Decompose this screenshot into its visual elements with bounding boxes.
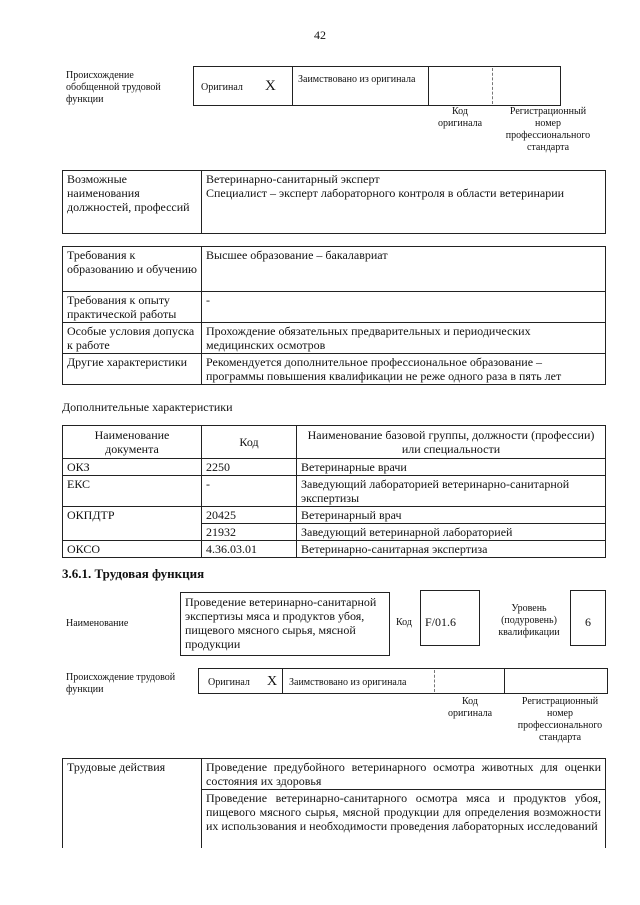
additional-title: Дополнительные характеристики bbox=[62, 400, 233, 414]
header-document: Наименование документа bbox=[63, 426, 202, 459]
original2-label: Оригинал bbox=[208, 677, 250, 688]
req-other-label: Другие характеристики bbox=[63, 354, 202, 385]
row-doc: ОКСО bbox=[63, 541, 202, 558]
actions-label: Трудовые действия bbox=[63, 759, 202, 849]
reg-number-label: Регистрационный номер профессионального стандарта bbox=[505, 106, 591, 153]
row-code: 21932 bbox=[202, 524, 297, 541]
actions-table bbox=[62, 758, 606, 848]
positions-value-line1: Ветеринарно-санитарный эксперт bbox=[206, 172, 380, 186]
req-education-label: Требования к образованию и обучению bbox=[63, 247, 202, 292]
row-doc: ЕКС bbox=[63, 476, 202, 507]
code-original2-label: Код оригинала bbox=[447, 696, 493, 719]
code-original-label: Код оригинала bbox=[437, 106, 483, 129]
action-item: Проведение ветеринарно-санитарного осмотра мяса и продуктов убоя, пищевого мясного сырья, мясной продукции для определения возможности их использования и необходимости проведения лабораторных исследований bbox=[202, 790, 606, 849]
row-name: Ветеринарный врач bbox=[297, 507, 606, 524]
row-code: 4.36.03.01 bbox=[202, 541, 297, 558]
row-doc bbox=[63, 524, 202, 541]
row-name: Заведующий ветеринарной лабораторией bbox=[297, 524, 606, 541]
positions-value bbox=[202, 171, 606, 234]
origin-box bbox=[193, 66, 561, 106]
header-code: Код bbox=[202, 426, 297, 459]
origin-label: Происхождение обобщенной трудовой функции bbox=[66, 70, 161, 105]
function-level-value: 6 bbox=[570, 590, 606, 646]
req-other-value: Рекомендуется дополнительное профессиональное образование – программы повышения квалификации не реже одного раза в пять лет bbox=[202, 354, 606, 385]
function-code-value: F/01.6 bbox=[420, 590, 480, 646]
row-doc: ОКЗ bbox=[63, 459, 202, 476]
req-conditions-value: Прохождение обязательных предварительных и периодических медицинских осмотров bbox=[202, 323, 606, 354]
row-name: Ветеринарные врачи bbox=[297, 459, 606, 476]
row-doc: ОКПДТР bbox=[63, 507, 202, 524]
original-mark: X bbox=[265, 78, 276, 94]
header-name: Наименование базовой группы, должности (профессии) или специальности bbox=[297, 426, 606, 459]
reg-number2-label: Регистрационный номер профессионального стандарта bbox=[517, 696, 603, 743]
additional-table bbox=[62, 425, 606, 558]
origin2-label: Происхождение трудовой функции bbox=[66, 672, 176, 695]
page-number: 42 bbox=[314, 28, 326, 42]
req-education-value: Высшее образование – бакалавриат bbox=[202, 247, 606, 292]
function-code-label: Код bbox=[396, 617, 412, 628]
function-heading: 3.6.1. Трудовая функция bbox=[62, 566, 205, 581]
original-label: Оригинал bbox=[201, 82, 243, 93]
row-code: - bbox=[202, 476, 297, 507]
requirements-table bbox=[62, 246, 606, 385]
borrowed2-label: Заимствовано из оригинала bbox=[289, 677, 407, 688]
function-name-label: Наименование bbox=[66, 618, 129, 629]
table-row bbox=[63, 476, 606, 507]
function-name-value: Проведение ветеринарно-санитарной экспертизы мяса и продуктов убоя, пищевого мясного сырья, мясной продукции bbox=[180, 592, 390, 656]
row-code: 20425 bbox=[202, 507, 297, 524]
req-experience-label: Требования к опыту практической работы bbox=[63, 292, 202, 323]
row-name: Ветеринарно-санитарная экспертиза bbox=[297, 541, 606, 558]
positions-label: Возможные наименования должностей, профессий bbox=[63, 171, 202, 234]
row-name: Заведующий лабораторией ветеринарно-санитарной экспертизы bbox=[297, 476, 606, 507]
positions-value-line2: Специалист – эксперт лабораторного контроля в области ветеринарии bbox=[206, 186, 565, 200]
table-row bbox=[63, 541, 606, 558]
table-row bbox=[63, 459, 606, 476]
action-item: Проведение предубойного ветеринарного осмотра животных для оценки состояния их здоровья bbox=[202, 759, 606, 790]
row-code: 2250 bbox=[202, 459, 297, 476]
borrowed-label: Заимствовано из оригинала bbox=[298, 74, 416, 85]
table-row bbox=[63, 507, 606, 524]
function-level-label: Уровень (подуровень) квалификации bbox=[498, 603, 560, 638]
req-conditions-label: Особые условия допуска к работе bbox=[63, 323, 202, 354]
positions-table bbox=[62, 170, 606, 234]
table-row bbox=[63, 524, 606, 541]
original2-mark: X bbox=[267, 674, 278, 689]
req-experience-value: - bbox=[202, 292, 606, 323]
